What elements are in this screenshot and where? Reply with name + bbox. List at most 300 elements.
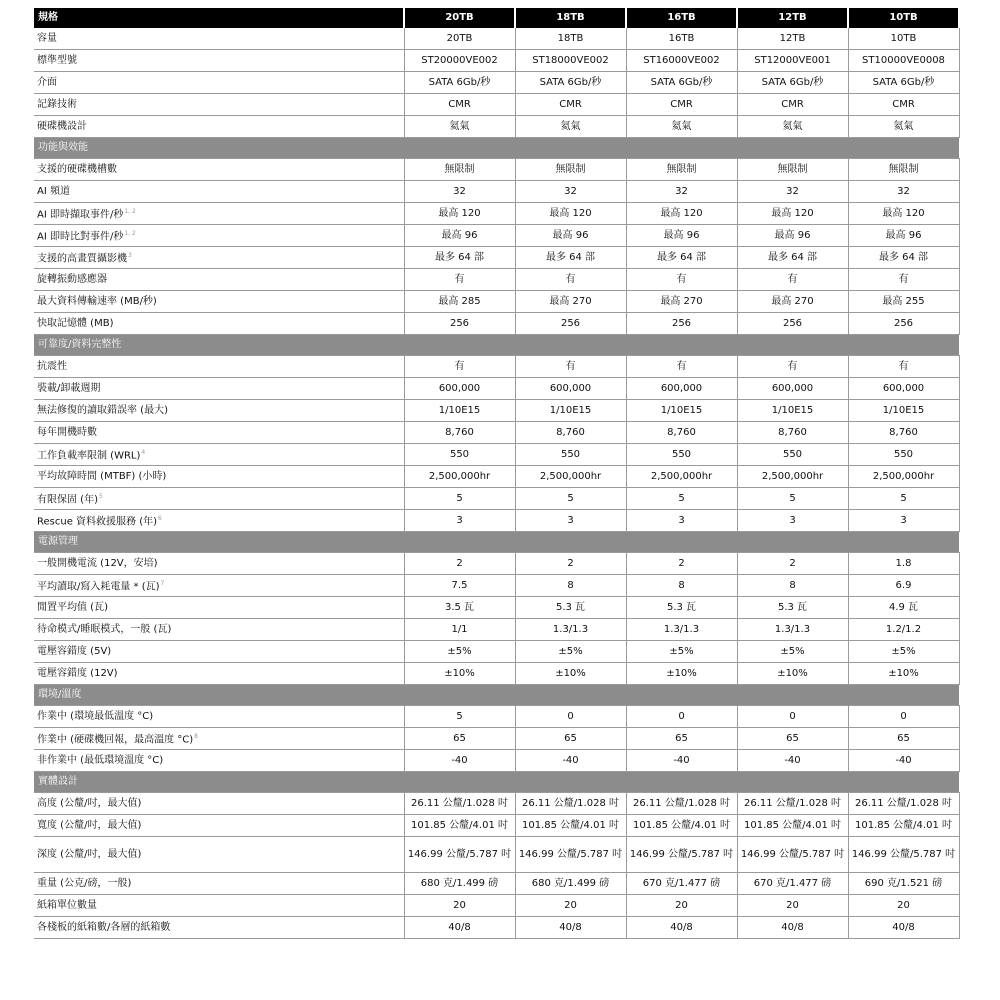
- spec-row-label: [34, 378, 404, 400]
- spec-cell: 670 克/1.477 磅: [737, 873, 848, 895]
- spec-cell: 最高 96: [515, 225, 626, 247]
- spec-cell: 有: [737, 356, 848, 378]
- spec-cell: 101.85 公釐/4.01 吋: [626, 815, 737, 837]
- spec-cell: 5: [848, 488, 959, 510]
- spec-cell: SATA 6Gb/秒: [848, 72, 959, 94]
- spec-row-label: [34, 815, 404, 837]
- spec-cell: 550: [737, 444, 848, 466]
- spec-row-label: [34, 641, 404, 663]
- spec-cell: 2: [404, 553, 515, 575]
- spec-row: [34, 641, 959, 663]
- spec-cell: 16TB: [626, 28, 737, 50]
- spec-cell: 32: [848, 181, 959, 203]
- spec-cell: 最高 120: [404, 203, 515, 225]
- spec-table: [34, 8, 960, 939]
- spec-row-label: [34, 597, 404, 619]
- spec-cell: 600,000: [737, 378, 848, 400]
- spec-cell: 氦氣: [626, 116, 737, 138]
- header-row: [34, 8, 959, 28]
- spec-row: [34, 793, 959, 815]
- spec-row: [34, 488, 959, 510]
- spec-cell: -40: [515, 750, 626, 772]
- spec-row: [34, 466, 959, 488]
- spec-cell: 有: [626, 356, 737, 378]
- spec-row: [34, 291, 959, 313]
- spec-cell: 最高 120: [848, 203, 959, 225]
- spec-cell: 20: [848, 895, 959, 917]
- spec-cell: 無限制: [404, 159, 515, 181]
- spec-cell: ±5%: [626, 641, 737, 663]
- spec-row-label: [34, 750, 404, 772]
- spec-cell: ±10%: [404, 663, 515, 685]
- spec-cell: 256: [515, 313, 626, 335]
- spec-cell: -40: [737, 750, 848, 772]
- spec-cell: 無限制: [626, 159, 737, 181]
- spec-row-label-text: AI 頻道: [37, 185, 70, 197]
- spec-cell: 最高 270: [626, 291, 737, 313]
- spec-cell: 32: [515, 181, 626, 203]
- spec-cell: 8: [515, 575, 626, 597]
- spec-cell: 最高 96: [848, 225, 959, 247]
- spec-cell: 1/10E15: [515, 400, 626, 422]
- spec-row-label-text: 每年開機時數: [37, 426, 97, 438]
- spec-cell: 680 克/1.499 磅: [404, 873, 515, 895]
- spec-cell: 256: [626, 313, 737, 335]
- spec-cell: 18TB: [515, 28, 626, 50]
- spec-cell: 1/10E15: [404, 400, 515, 422]
- spec-row-label-text: 寬度 (公釐/吋，最大值): [37, 819, 142, 831]
- spec-row-label: [34, 510, 404, 532]
- spec-cell: 最高 255: [848, 291, 959, 313]
- spec-row: [34, 313, 959, 335]
- spec-cell: 2,500,000hr: [515, 466, 626, 488]
- section-title: 可靠度/資料完整性: [34, 335, 959, 356]
- spec-cell: 有: [515, 356, 626, 378]
- section-title: 環境/溫度: [34, 685, 959, 706]
- spec-row-label-text: 介面: [37, 76, 57, 88]
- header-col: 16TB: [626, 8, 737, 28]
- spec-cell: 20: [737, 895, 848, 917]
- spec-cell: 1/1: [404, 619, 515, 641]
- spec-row-label-text: AI 即時擷取事件/秒: [37, 209, 124, 221]
- spec-cell: 最高 270: [515, 291, 626, 313]
- spec-row: [34, 116, 959, 138]
- spec-row-label: [34, 728, 404, 750]
- spec-row: [34, 663, 959, 685]
- spec-body: [34, 28, 959, 939]
- spec-row: [34, 706, 959, 728]
- spec-cell: 6.9: [848, 575, 959, 597]
- spec-row-label: [34, 466, 404, 488]
- spec-row-label-text: AI 即時比對事件/秒: [37, 231, 124, 243]
- spec-cell: 3: [404, 510, 515, 532]
- spec-cell: 最多 64 部: [848, 247, 959, 269]
- spec-cell: 無限制: [515, 159, 626, 181]
- spec-cell: 8,760: [404, 422, 515, 444]
- spec-cell: 8,760: [848, 422, 959, 444]
- spec-row-label-text: 非作業中 (最低環境溫度 °C): [37, 754, 164, 766]
- spec-row-label: [34, 94, 404, 116]
- spec-cell: 8,760: [626, 422, 737, 444]
- spec-cell: 256: [404, 313, 515, 335]
- spec-row-label-text: 一般開機電流 (12V，安培): [37, 557, 158, 569]
- spec-row-label: [34, 28, 404, 50]
- spec-cell: CMR: [404, 94, 515, 116]
- spec-cell: ±10%: [737, 663, 848, 685]
- spec-cell: 20TB: [404, 28, 515, 50]
- spec-cell: 2,500,000hr: [626, 466, 737, 488]
- spec-cell: 2,500,000hr: [848, 466, 959, 488]
- spec-cell: 最多 64 部: [404, 247, 515, 269]
- spec-cell: 無限制: [848, 159, 959, 181]
- spec-cell: 1.3/1.3: [515, 619, 626, 641]
- spec-cell: 有: [848, 269, 959, 291]
- spec-row-label-text: 平均讀取/寫入耗電量 * (瓦): [37, 581, 160, 593]
- spec-row: [34, 356, 959, 378]
- spec-cell: 1.2/1.2: [848, 619, 959, 641]
- header-label: 規格: [34, 8, 404, 28]
- spec-row-label: [34, 837, 404, 873]
- spec-cell: 101.85 公釐/4.01 吋: [737, 815, 848, 837]
- spec-cell: 26.11 公釐/1.028 吋: [404, 793, 515, 815]
- spec-cell: 3: [626, 510, 737, 532]
- spec-cell: SATA 6Gb/秒: [515, 72, 626, 94]
- spec-cell: 5: [737, 488, 848, 510]
- spec-row: [34, 444, 959, 466]
- spec-cell: CMR: [626, 94, 737, 116]
- spec-cell: 8: [737, 575, 848, 597]
- spec-row-label: [34, 619, 404, 641]
- spec-cell: 256: [848, 313, 959, 335]
- spec-cell: 7.5: [404, 575, 515, 597]
- spec-cell: ST10000VE0008: [848, 50, 959, 72]
- spec-row: [34, 72, 959, 94]
- header-col: 20TB: [404, 8, 515, 28]
- spec-cell: 8,760: [515, 422, 626, 444]
- spec-cell: 氦氣: [737, 116, 848, 138]
- spec-cell: 5: [626, 488, 737, 510]
- spec-row-label: [34, 159, 404, 181]
- section-row: [34, 772, 959, 793]
- section-row: [34, 532, 959, 553]
- spec-row: [34, 269, 959, 291]
- spec-row-label: [34, 706, 404, 728]
- spec-cell: 有: [737, 269, 848, 291]
- spec-cell: 4.9 瓦: [848, 597, 959, 619]
- spec-row-label: [34, 291, 404, 313]
- spec-cell: 690 克/1.521 磅: [848, 873, 959, 895]
- spec-cell: 有: [404, 356, 515, 378]
- spec-row-label-text: Rescue 資料救援服務 (年): [37, 516, 158, 528]
- spec-cell: 8,760: [737, 422, 848, 444]
- spec-cell: 65: [404, 728, 515, 750]
- spec-cell: 32: [404, 181, 515, 203]
- spec-row: [34, 728, 959, 750]
- spec-cell: ±5%: [848, 641, 959, 663]
- spec-cell: 600,000: [404, 378, 515, 400]
- spec-cell: 600,000: [515, 378, 626, 400]
- spec-row: [34, 378, 959, 400]
- spec-row: [34, 553, 959, 575]
- spec-row-label-text: 待命模式/睡眠模式，一般 (瓦): [37, 623, 172, 635]
- spec-cell: -40: [848, 750, 959, 772]
- spec-row: [34, 917, 959, 939]
- spec-row-label-text: 作業中 (硬碟機回報，最高溫度 °C): [37, 734, 194, 746]
- spec-cell: SATA 6Gb/秒: [737, 72, 848, 94]
- spec-cell: 最高 120: [515, 203, 626, 225]
- spec-row-label-text: 電壓容錯度 (12V): [37, 667, 118, 679]
- spec-cell: ST16000VE002: [626, 50, 737, 72]
- spec-row-label: [34, 269, 404, 291]
- spec-cell: 最高 96: [404, 225, 515, 247]
- spec-row-label-text: 作業中 (環境最低溫度 °C): [37, 710, 154, 722]
- spec-cell: ST20000VE002: [404, 50, 515, 72]
- footnote-marker: 8: [194, 732, 198, 740]
- spec-row-label-text: 平均故障時間 (MTBF) (小時): [37, 470, 167, 482]
- spec-row-label: [34, 116, 404, 138]
- spec-sheet: [34, 8, 959, 939]
- spec-cell: 0: [848, 706, 959, 728]
- spec-cell: 550: [515, 444, 626, 466]
- section-title: 實體設計: [34, 772, 959, 793]
- footnote-marker: 1, 2: [124, 207, 136, 215]
- spec-row-label-text: 支援的硬碟機槽數: [37, 163, 117, 175]
- section-title: 功能與效能: [34, 138, 959, 159]
- footnote-marker: 6: [158, 514, 162, 522]
- spec-cell: 101.85 公釐/4.01 吋: [515, 815, 626, 837]
- spec-cell: 5: [515, 488, 626, 510]
- spec-row-label: [34, 50, 404, 72]
- spec-row: [34, 181, 959, 203]
- spec-cell: 最高 96: [737, 225, 848, 247]
- header-col: 18TB: [515, 8, 626, 28]
- spec-cell: 550: [404, 444, 515, 466]
- spec-cell: 65: [737, 728, 848, 750]
- spec-row-label-text: 無法修復的讀取錯誤率 (最大): [37, 404, 168, 416]
- spec-cell: 1.3/1.3: [626, 619, 737, 641]
- spec-cell: 146.99 公釐/5.787 吋: [737, 837, 848, 873]
- spec-cell: ST12000VE001: [737, 50, 848, 72]
- spec-row-label: [34, 313, 404, 335]
- spec-cell: 有: [515, 269, 626, 291]
- spec-row-label: [34, 247, 404, 269]
- spec-row: [34, 400, 959, 422]
- spec-cell: 最多 64 部: [626, 247, 737, 269]
- spec-cell: 最多 64 部: [737, 247, 848, 269]
- spec-cell: 20: [626, 895, 737, 917]
- spec-row-label: [34, 873, 404, 895]
- spec-cell: SATA 6Gb/秒: [626, 72, 737, 94]
- spec-cell: 最高 120: [626, 203, 737, 225]
- footnote-marker: 7: [160, 579, 165, 587]
- section-row: [34, 335, 959, 356]
- spec-row-label-text: 硬碟機設計: [37, 120, 87, 132]
- spec-cell: 10TB: [848, 28, 959, 50]
- section-row: [34, 138, 959, 159]
- spec-cell: 40/8: [626, 917, 737, 939]
- spec-cell: 2,500,000hr: [404, 466, 515, 488]
- spec-row: [34, 895, 959, 917]
- spec-row: [34, 750, 959, 772]
- spec-row: [34, 203, 959, 225]
- spec-row-label: [34, 793, 404, 815]
- footnote-marker: 1, 2: [124, 229, 136, 237]
- spec-cell: 3: [848, 510, 959, 532]
- spec-row-label-text: 高度 (公釐/吋，最大值): [37, 797, 142, 809]
- footnote-marker: 5: [98, 492, 103, 500]
- spec-cell: 3.5 瓦: [404, 597, 515, 619]
- spec-cell: 26.11 公釐/1.028 吋: [515, 793, 626, 815]
- spec-cell: ST18000VE002: [515, 50, 626, 72]
- spec-cell: 5.3 瓦: [515, 597, 626, 619]
- spec-cell: 146.99 公釐/5.787 吋: [404, 837, 515, 873]
- spec-cell: CMR: [848, 94, 959, 116]
- spec-cell: 0: [626, 706, 737, 728]
- spec-cell: 0: [515, 706, 626, 728]
- spec-cell: 26.11 公釐/1.028 吋: [848, 793, 959, 815]
- spec-row: [34, 422, 959, 444]
- spec-row-label-text: 深度 (公釐/吋，最大值): [37, 848, 142, 860]
- spec-cell: ±5%: [404, 641, 515, 663]
- spec-row: [34, 510, 959, 532]
- spec-row: [34, 619, 959, 641]
- spec-cell: 101.85 公釐/4.01 吋: [404, 815, 515, 837]
- spec-row-label-text: 抗震性: [37, 360, 67, 372]
- spec-row-label: [34, 444, 404, 466]
- spec-row: [34, 815, 959, 837]
- spec-row-label-text: 支援的高畫質攝影機: [37, 253, 127, 265]
- spec-cell: 26.11 公釐/1.028 吋: [626, 793, 737, 815]
- spec-row: [34, 597, 959, 619]
- spec-row-label-text: 最大資料傳輸速率 (MB/秒): [37, 295, 157, 307]
- spec-cell: 146.99 公釐/5.787 吋: [626, 837, 737, 873]
- spec-cell: 2: [737, 553, 848, 575]
- spec-cell: 40/8: [848, 917, 959, 939]
- spec-row-label: [34, 488, 404, 510]
- spec-cell: 26.11 公釐/1.028 吋: [737, 793, 848, 815]
- section-title: 電源管理: [34, 532, 959, 553]
- spec-cell: 3: [515, 510, 626, 532]
- spec-cell: 1.3/1.3: [737, 619, 848, 641]
- spec-cell: 600,000: [848, 378, 959, 400]
- spec-cell: 680 克/1.499 磅: [515, 873, 626, 895]
- spec-row: [34, 94, 959, 116]
- spec-cell: 最高 270: [737, 291, 848, 313]
- spec-cell: 1/10E15: [737, 400, 848, 422]
- spec-row-label: [34, 72, 404, 94]
- spec-row: [34, 159, 959, 181]
- spec-row-label-text: 有限保固 (年): [37, 494, 98, 506]
- spec-cell: 65: [515, 728, 626, 750]
- spec-cell: 550: [848, 444, 959, 466]
- spec-cell: 5: [404, 488, 515, 510]
- spec-cell: 最多 64 部: [515, 247, 626, 269]
- spec-row: [34, 28, 959, 50]
- spec-cell: 146.99 公釐/5.787 吋: [515, 837, 626, 873]
- spec-cell: 3: [737, 510, 848, 532]
- spec-cell: ±10%: [848, 663, 959, 685]
- spec-cell: 氦氣: [848, 116, 959, 138]
- spec-cell: 1.8: [848, 553, 959, 575]
- spec-cell: 有: [626, 269, 737, 291]
- spec-cell: 氦氣: [404, 116, 515, 138]
- spec-cell: 有: [404, 269, 515, 291]
- spec-row-label-text: 旋轉振動感應器: [37, 273, 107, 285]
- spec-cell: ±10%: [515, 663, 626, 685]
- spec-row-label-text: 工作負載率限制 (WRL): [37, 450, 141, 462]
- spec-cell: 2,500,000hr: [737, 466, 848, 488]
- section-row: [34, 685, 959, 706]
- spec-row: [34, 225, 959, 247]
- spec-row-label: [34, 663, 404, 685]
- spec-cell: CMR: [515, 94, 626, 116]
- spec-cell: -40: [404, 750, 515, 772]
- spec-row-label: [34, 400, 404, 422]
- spec-row-label-text: 各棧板的紙箱數/各層的紙箱數: [37, 921, 171, 933]
- spec-row-label-text: 紙箱單位數量: [37, 899, 97, 911]
- spec-cell: 無限制: [737, 159, 848, 181]
- spec-row-label: [34, 225, 404, 247]
- spec-cell: 101.85 公釐/4.01 吋: [848, 815, 959, 837]
- spec-cell: 1/10E15: [626, 400, 737, 422]
- spec-row-label: [34, 575, 404, 597]
- spec-cell: 256: [737, 313, 848, 335]
- spec-cell: CMR: [737, 94, 848, 116]
- footnote-marker: 4: [141, 448, 146, 456]
- spec-cell: 2: [515, 553, 626, 575]
- spec-row-label: [34, 422, 404, 444]
- spec-cell: 最高 285: [404, 291, 515, 313]
- spec-cell: 40/8: [404, 917, 515, 939]
- spec-row-label-text: 記錄技術: [37, 98, 77, 110]
- spec-row: [34, 575, 959, 597]
- spec-row-label-text: 標準型號: [37, 54, 77, 66]
- spec-cell: 65: [848, 728, 959, 750]
- spec-cell: 146.99 公釐/5.787 吋: [848, 837, 959, 873]
- spec-cell: 600,000: [626, 378, 737, 400]
- spec-row-label: [34, 895, 404, 917]
- spec-cell: 氦氣: [515, 116, 626, 138]
- spec-cell: 5: [404, 706, 515, 728]
- spec-row-label-text: 快取記憶體 (MB): [37, 317, 114, 329]
- spec-row-label: [34, 917, 404, 939]
- spec-cell: 670 克/1.477 磅: [626, 873, 737, 895]
- spec-cell: 32: [737, 181, 848, 203]
- header-col: 10TB: [848, 8, 959, 28]
- spec-cell: 550: [626, 444, 737, 466]
- spec-row-label: [34, 356, 404, 378]
- spec-row-label-text: 重量 (公克/磅，一般): [37, 877, 132, 889]
- spec-cell: 65: [626, 728, 737, 750]
- spec-row: [34, 837, 959, 873]
- spec-cell: 8: [626, 575, 737, 597]
- spec-row: [34, 50, 959, 72]
- spec-cell: 20: [515, 895, 626, 917]
- spec-cell: 5.3 瓦: [737, 597, 848, 619]
- spec-row-label: [34, 203, 404, 225]
- spec-cell: 20: [404, 895, 515, 917]
- spec-row-label: [34, 553, 404, 575]
- spec-cell: 1/10E15: [848, 400, 959, 422]
- spec-row-label-text: 電壓容錯度 (5V): [37, 645, 112, 657]
- spec-row-label-text: 閒置平均值 (瓦): [37, 601, 108, 613]
- spec-cell: SATA 6Gb/秒: [404, 72, 515, 94]
- spec-cell: ±5%: [515, 641, 626, 663]
- spec-row-label-text: 容量: [37, 32, 57, 44]
- spec-row-label: [34, 181, 404, 203]
- spec-row: [34, 247, 959, 269]
- spec-row-label-text: 裝載/卸載週期: [37, 382, 101, 394]
